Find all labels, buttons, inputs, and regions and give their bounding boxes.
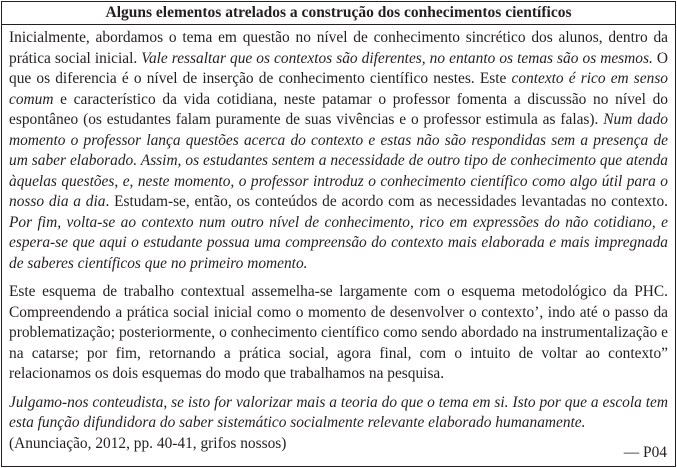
citation: (Anunciação, 2012, pp. 40-41, grifos nossos) — [9, 434, 287, 452]
italic-segment: contexto é rico em senso comum — [9, 70, 669, 108]
paragraph-2: Este esquema de trabalho contextual assemelha-se largamente com o esquema metodológico da PHC. Compreendendo a prática social inicial como o momento de desenvolver o contexto’, indo até o passo da problematização; posteriormente, o conhecimento científico como sendo abordado na instrumentalização e na catarse; por fim, retornando a prática social, agora final, com o intuito de voltar ao contexto” relacionamos os dois esquemas do modo que trabalhamos na pesquisa. — [9, 283, 668, 382]
box-title: Alguns elementos atrelados a construção dos conhecimentos científicos — [2, 2, 675, 25]
italic-quote: Julgamo-nos conteudista, se isto for valorizar mais a teoria do que o tema em si. Isto por que a escola tem esta função difundidora do saber sistemático socialmente relevante elaborado humanamente. — [9, 393, 668, 431]
italic-segment: Vale ressaltar que os contextos são diferentes, no entanto os temas são os mesmos. — [141, 49, 653, 67]
signature: — P04 — [623, 444, 667, 461]
text-segment: e característico da vida cotidiana, neste patamar o professor fomenta a discussão no nível do espontâneo (os estudantes falam puramente de suas vivências e o professor estimula as falas). — [9, 90, 668, 128]
box-body — [2, 25, 675, 454]
italic-segment: Por fim, volta-se ao contexto num outro nível de conhecimento, rico em expressões do não cotidiano, e espera-se que aqui o estudante possua uma compreensão do contexto mais elaborada e mais impregnada de saberes científicos que no primeiro momento. — [9, 213, 668, 272]
italic-segment: Num dado momento o professor lança questões acerca do contexto e estas não são respondidas sem a presença de um saber elaborado. Assim, os estudantes sentem a necessidade de outro tipo de conhecimento que atenda àquelas questões, e, neste momento, o professor introduz o conhecimento científico como algo útil para o nosso dia a dia — [9, 111, 668, 210]
text-segment: . Estudam-se, então, os conteúdos de acordo com as necessidades levantadas no contexto. — [105, 193, 669, 210]
paragraph-1 — [9, 28, 668, 274]
text-segment: O que os diferencia é o nível de inserção de conhecimento científico nestes. Este — [9, 49, 669, 87]
quote-box — [1, 1, 676, 467]
paragraph-3 — [9, 393, 668, 455]
text-segment: Inicialmente, abordamos o tema em questão no nível de conhecimento sincrético dos alunos, dentro da prática social inicial. — [9, 29, 668, 67]
